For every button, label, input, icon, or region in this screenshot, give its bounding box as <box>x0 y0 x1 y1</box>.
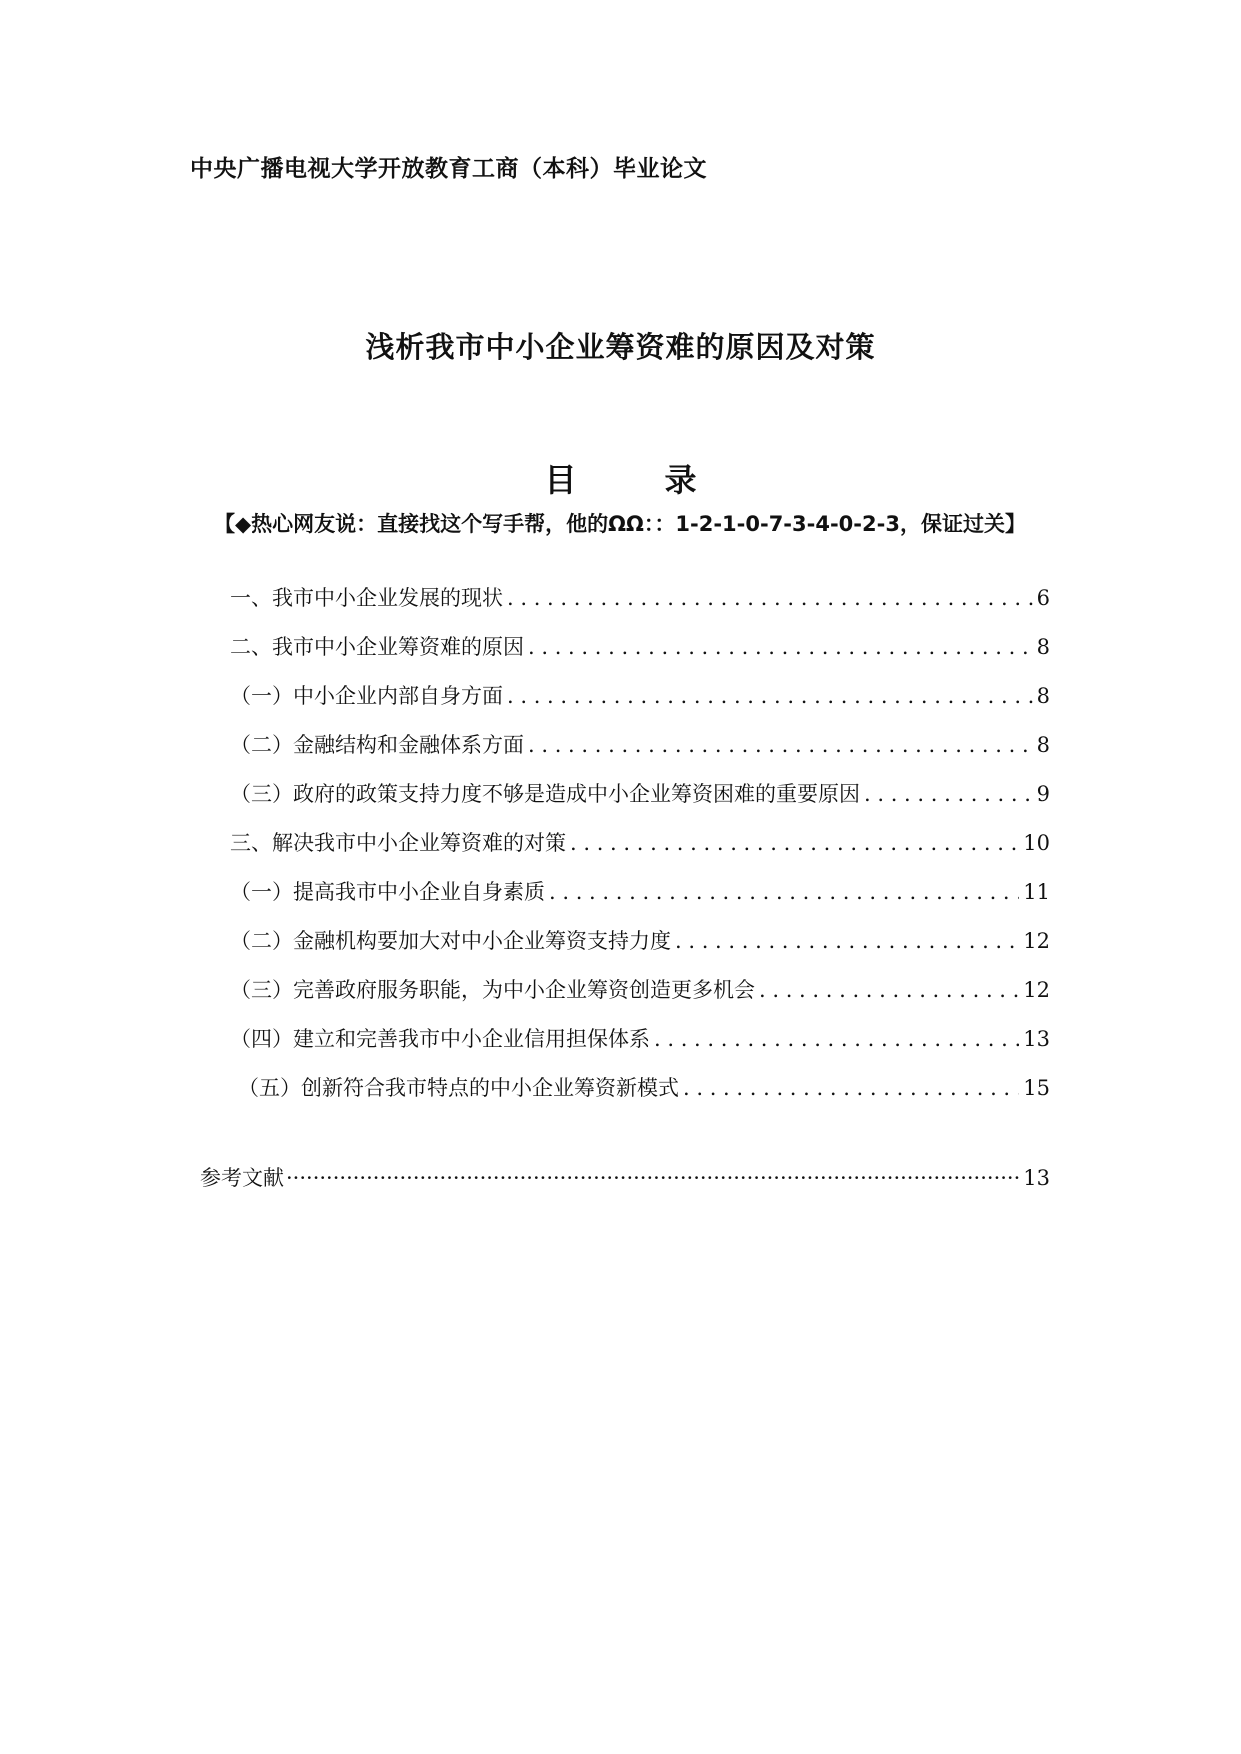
toc-entry-text: （四）建立和完善我市中小企业信用担保体系 <box>230 1027 650 1051</box>
toc-entry-section-2-1[interactable] <box>230 678 1050 727</box>
toc-page-number: 8 <box>1036 635 1050 659</box>
toc-leader-dots <box>759 972 1019 1008</box>
toc-entry-text: 三、解决我市中小企业筹资难的对策 <box>230 831 566 855</box>
toc-page-number: 15 <box>1023 1076 1050 1100</box>
toc-page-number: 11 <box>1023 880 1050 904</box>
references-page-number: 13 <box>1023 1166 1050 1190</box>
toc-entry-section-1[interactable] <box>230 580 1050 629</box>
toc-entry-section-3-4[interactable] <box>230 1021 1050 1070</box>
toc-entry-references[interactable] <box>200 1160 1050 1196</box>
toc-entry-text: （一）中小企业内部自身方面 <box>230 684 503 708</box>
toc-leader-dots <box>549 874 1019 910</box>
document-header: 中央广播电视大学开放教育工商（本科）毕业论文 <box>190 156 707 182</box>
toc-leader-dots <box>528 727 1033 763</box>
references-label: 参考文献 <box>200 1166 284 1190</box>
thesis-title: 浅析我市中小企业筹资难的原因及对策 <box>365 330 876 364</box>
toc-entry-text: 一、我市中小企业发展的现状 <box>230 586 503 610</box>
toc-entry-text: （一）提高我市中小企业自身素质 <box>230 880 545 904</box>
toc-page-number: 8 <box>1036 733 1050 757</box>
toc-entry-section-3[interactable] <box>230 825 1050 874</box>
toc-leader-dots <box>507 678 1033 714</box>
toc-entry-section-2-2[interactable] <box>230 727 1050 776</box>
toc-leader-dots <box>683 1070 1019 1106</box>
toc-page-number: 10 <box>1023 831 1050 855</box>
toc-leader-dots <box>286 1160 1021 1196</box>
toc-page-number: 12 <box>1023 929 1050 953</box>
toc-page-number: 13 <box>1023 1027 1050 1051</box>
toc-page-number: 12 <box>1023 978 1050 1002</box>
toc-leader-dots <box>654 1021 1019 1057</box>
toc-entry-section-2[interactable] <box>230 629 1050 678</box>
toc-entry-section-2-3[interactable] <box>230 776 1050 825</box>
toc-entry-section-3-5[interactable] <box>230 1070 1050 1119</box>
toc-entry-text: 二、我市中小企业筹资难的原因 <box>230 635 524 659</box>
toc-leader-dots <box>864 776 1033 812</box>
toc-page-number: 9 <box>1036 782 1050 806</box>
toc-entry-text: （三）政府的政策支持力度不够是造成中小企业筹资困难的重要原因 <box>230 782 860 806</box>
toc-leader-dots <box>570 825 1019 861</box>
toc-heading: 目 录 <box>544 461 725 499</box>
notice-text: 【◆热心网友说：直接找这个写手帮，他的ΩΩ：：1-2-1-0-7-3-4-0-2-3，保证过关】 <box>214 512 1026 536</box>
toc-page-number: 8 <box>1036 684 1050 708</box>
table-of-contents <box>230 580 1050 1119</box>
toc-entry-text: （五）创新符合我市特点的中小企业筹资新模式 <box>238 1076 679 1100</box>
toc-leader-dots <box>507 580 1033 616</box>
toc-entry-section-3-3[interactable] <box>230 972 1050 1021</box>
toc-page-number: 6 <box>1036 586 1050 610</box>
toc-entry-text: （三）完善政府服务职能，为中小企业筹资创造更多机会 <box>230 978 755 1002</box>
toc-entry-section-3-2[interactable] <box>230 923 1050 972</box>
toc-leader-dots <box>528 629 1033 665</box>
toc-entry-text: （二）金融机构要加大对中小企业筹资支持力度 <box>230 929 671 953</box>
toc-entry-text: （二）金融结构和金融体系方面 <box>230 733 524 757</box>
toc-entry-section-3-1[interactable] <box>230 874 1050 923</box>
toc-leader-dots <box>675 923 1019 959</box>
